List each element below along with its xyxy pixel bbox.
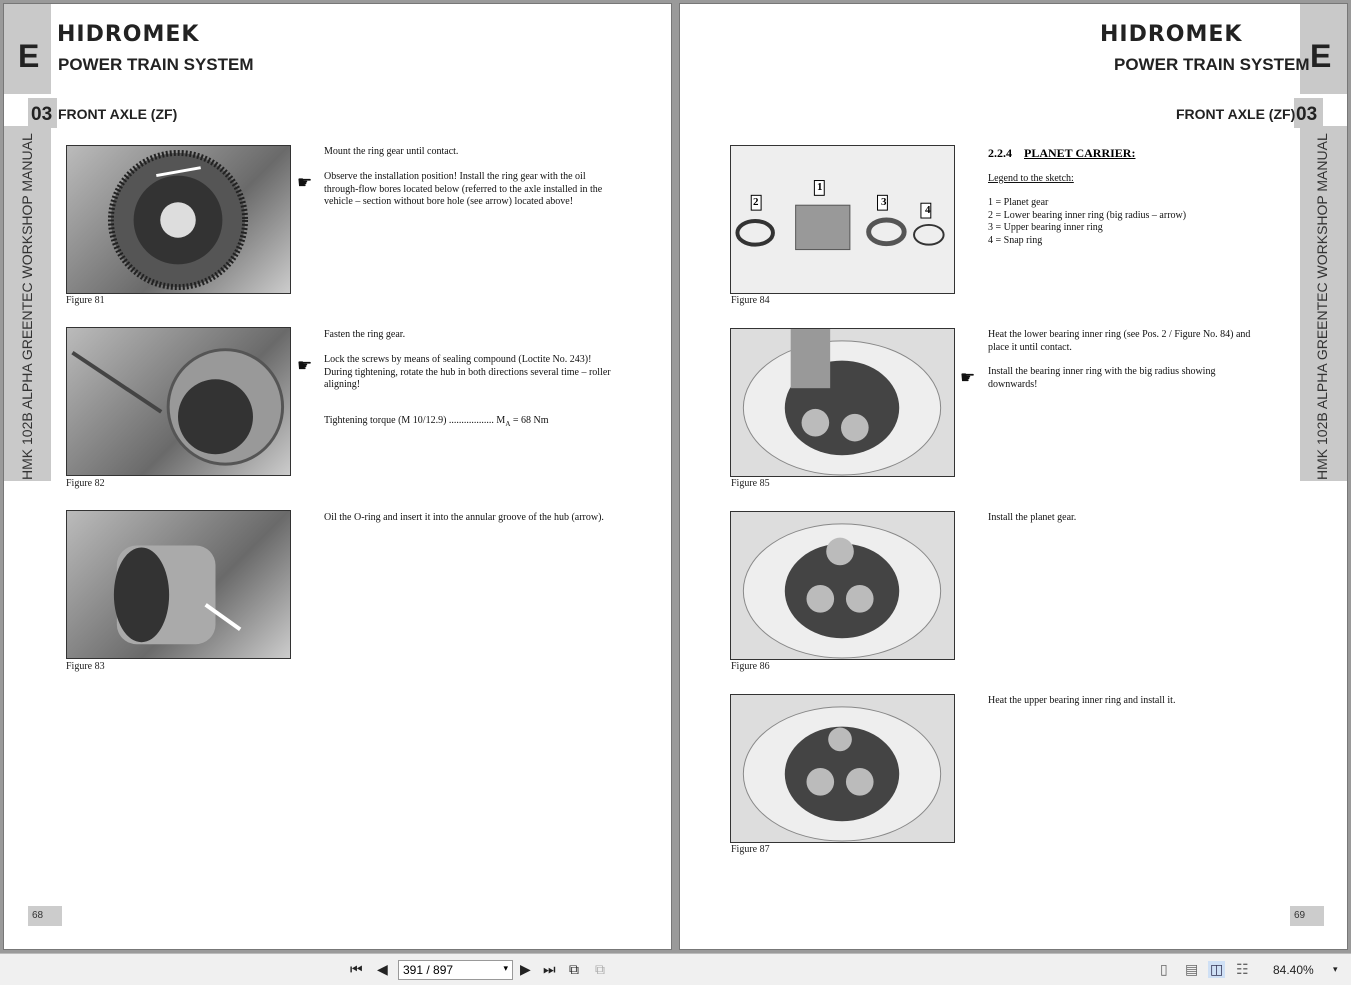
figure-84-image bbox=[730, 145, 955, 294]
two-page-continuous-icon[interactable]: ☷ bbox=[1236, 961, 1249, 977]
figure-82-image bbox=[66, 327, 291, 476]
legend-item: 2 = Lower bearing inner ring (big radius – arrow) bbox=[988, 209, 1187, 221]
next-view-icon[interactable]: ⧉ bbox=[595, 961, 605, 977]
right-page bbox=[679, 3, 1348, 950]
figure-86-image bbox=[730, 511, 955, 660]
heading-number: 2.2.4 bbox=[988, 146, 1012, 160]
hidromek-logo: HIDROMEK bbox=[57, 22, 200, 47]
section-heading bbox=[988, 146, 1135, 161]
zoom-dropdown-icon[interactable]: ▾ bbox=[1333, 964, 1338, 974]
torque-label: Tightening torque (M 10/12.9) .................. M bbox=[324, 415, 506, 426]
legend-item: 1 = Planet gear bbox=[988, 197, 1049, 208]
pointing-hand-icon: ☛ bbox=[960, 368, 976, 387]
manual-title: HMK 102B ALPHA GREENTEC WORKSHOP MANUAL bbox=[1314, 133, 1330, 480]
heading-title: PLANET CARRIER: bbox=[1024, 146, 1136, 160]
manual-title: HMK 102B ALPHA GREENTEC WORKSHOP MANUAL bbox=[19, 133, 35, 480]
chapter-title: FRONT AXLE (ZF) bbox=[1176, 106, 1296, 122]
torque-value: = 68 Nm bbox=[510, 415, 549, 426]
figure-caption: Figure 87 bbox=[731, 844, 770, 855]
note-text: Lock the screws by means of sealing compound (Loctite No. 243)! During tightening, rotate the hub in both directions several time – roller aligning! bbox=[324, 354, 611, 390]
callout-4: 4 bbox=[925, 204, 931, 216]
page-number-field[interactable] bbox=[398, 960, 513, 980]
legend-item: 3 = Upper bearing inner ring bbox=[988, 222, 1103, 233]
viewer-toolbar bbox=[0, 953, 1351, 985]
left-page bbox=[3, 3, 672, 950]
pointing-hand-icon: ☛ bbox=[297, 173, 313, 192]
figure-caption: Figure 81 bbox=[66, 295, 105, 306]
two-page-icon[interactable]: ◫ bbox=[1210, 961, 1224, 977]
section-title: POWER TRAIN SYSTEM bbox=[1114, 55, 1310, 74]
chapter-number: 03 bbox=[31, 104, 53, 125]
legend-item: 4 = Snap ring bbox=[988, 234, 1043, 246]
instruction-text: Fasten the ring gear. bbox=[324, 329, 406, 340]
zoom-level[interactable]: 84.40% bbox=[1273, 963, 1314, 977]
section-letter: E bbox=[18, 38, 40, 74]
instruction-text: Install the planet gear. bbox=[988, 512, 1077, 523]
callout-1: 1 bbox=[817, 181, 823, 193]
figure-caption: Figure 82 bbox=[66, 478, 105, 489]
figure-87-image bbox=[730, 694, 955, 843]
continuous-page-icon[interactable]: ▤ bbox=[1185, 961, 1199, 977]
figure-85-image bbox=[730, 328, 955, 477]
instruction-text: Heat the upper bearing inner ring and install it. bbox=[988, 695, 1176, 706]
pointing-hand-icon: ☛ bbox=[297, 356, 313, 375]
chapter-title: FRONT AXLE (ZF) bbox=[58, 106, 178, 122]
callout-3: 3 bbox=[881, 196, 887, 208]
legend-list bbox=[988, 197, 1278, 247]
dropdown-arrow-icon[interactable]: ▾ bbox=[503, 963, 508, 973]
instruction-text: Heat the lower bearing inner ring (see Pos. 2 / Figure No. 84) and place it until contact. bbox=[988, 329, 1251, 353]
figure-caption: Figure 85 bbox=[731, 478, 770, 489]
torque-spec bbox=[324, 415, 614, 431]
previous-view-icon[interactable]: ⧉ bbox=[569, 961, 579, 977]
single-page-icon[interactable]: ▯ bbox=[1160, 961, 1168, 977]
torque-subscript: A bbox=[505, 420, 511, 428]
figure-caption: Figure 86 bbox=[731, 661, 770, 672]
instruction-text: Mount the ring gear until contact. bbox=[324, 146, 459, 157]
callout-2: 2 bbox=[753, 196, 759, 208]
first-page-icon[interactable]: ⏮ bbox=[350, 961, 363, 977]
note-text: Observe the installation position! Install the ring gear with the oil through-flow bores located below (referred to the axle installed in the vehicle – section without bore hole (see arrow) located above! bbox=[324, 171, 603, 207]
note-text: Install the bearing inner ring with the big radius showing downwards! bbox=[988, 366, 1216, 390]
page-field-value: 391 / 897 bbox=[403, 963, 454, 977]
figure-caption: Figure 84 bbox=[731, 295, 770, 306]
page-number: 69 bbox=[1290, 906, 1324, 926]
last-page-icon[interactable]: ⏭ bbox=[543, 961, 556, 977]
legend-title: Legend to the sketch: bbox=[988, 173, 1074, 184]
hidromek-logo: HIDROMEK bbox=[1100, 22, 1243, 47]
section-title: POWER TRAIN SYSTEM bbox=[58, 55, 254, 74]
page-number: 68 bbox=[28, 906, 62, 926]
figure-81-image bbox=[66, 145, 291, 294]
previous-page-icon[interactable]: ◀ bbox=[377, 961, 388, 977]
instruction-text: Oil the O-ring and insert it into the annular groove of the hub (arrow). bbox=[324, 512, 604, 523]
next-page-icon[interactable]: ▶ bbox=[520, 961, 531, 977]
chapter-number: 03 bbox=[1296, 104, 1318, 125]
figure-caption: Figure 83 bbox=[66, 661, 105, 672]
section-letter: E bbox=[1310, 38, 1332, 74]
figure-83-image bbox=[66, 510, 291, 659]
